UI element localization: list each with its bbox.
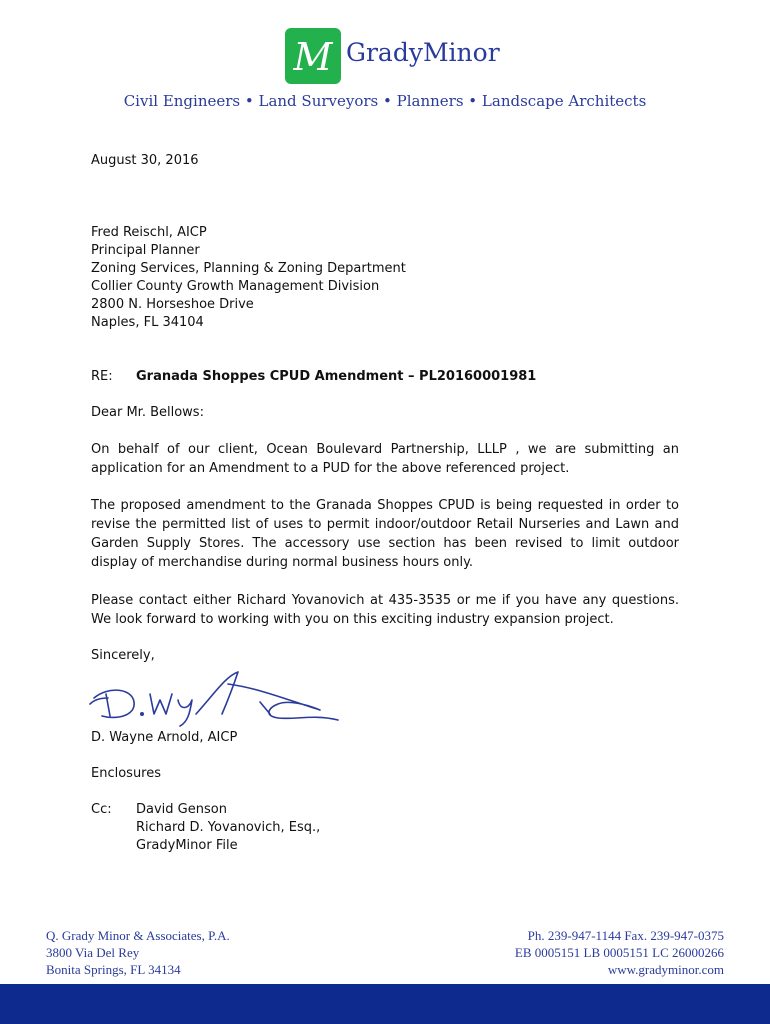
enclosures: Enclosures [91,766,162,781]
re-subject: Granada Shoppes CPUD Amendment – PL20160001981 [136,369,537,384]
recipient-title: Principal Planner [91,243,200,258]
cc-name: Richard D. Yovanovich, Esq., [136,820,321,835]
body-paragraph-2: The proposed amendment to the Granada Shoppes CPUD is being requested in order to revise the permitted list of uses to permit indoor/outdoor Retail Nurseries and Lawn and Garden Supply Stores. The accessory use section has been revised to limit outdoor display of merchandise during normal business hours only. [91,498,679,570]
company-tagline: Civil Engineers • Land Surveyors • Planners • Landscape Architects [123,92,647,110]
recipient-address [91,224,406,332]
footer-city: Bonita Springs, FL 34134 [46,962,181,977]
body-paragraph-3: Please contact either Richard Yovanovich at 435-3535 or me if you have any questions. We look forward to working with you on this exciting industry expansion project. [91,593,679,627]
cc-list [136,801,320,855]
body-paragraph-1: On behalf of our client, Ocean Boulevard Partnership, LLLP , we are submitting an application for an Amendment to a PUD for the above referenced project. [91,442,679,476]
footer-phone-fax: Ph. 239-947-1144 Fax. 239-947-0375 [527,928,724,943]
recipient-city: Naples, FL 34104 [91,315,204,330]
closing: Sincerely, [91,648,155,663]
company-logo [285,28,341,84]
footer-bar [0,984,770,1024]
cc-name: GradyMinor File [136,838,238,853]
footer-company: Q. Grady Minor & Associates, P.A. [46,928,230,943]
footer-website[interactable]: www.gradyminor.com [607,962,724,977]
handwritten-signature [88,664,348,730]
signer-name: D. Wayne Arnold, AICP [91,730,238,745]
cc-name: David Genson [136,802,227,817]
re-label: RE: [91,369,113,384]
footer-street: 3800 Via Del Rey [46,945,140,960]
salutation: Dear Mr. Bellows: [91,405,204,420]
footer-address [46,927,230,978]
footer-contact [515,927,724,978]
logo-m-icon [285,28,341,84]
letter-date: August 30, 2016 [91,153,199,168]
logo-letter: M [293,35,333,79]
recipient-division: Collier County Growth Management Division [91,279,380,294]
recipient-name: Fred Reischl, AICP [91,225,207,240]
company-name: GradyMinor [346,38,500,67]
recipient-street: 2800 N. Horseshoe Drive [91,297,254,312]
recipient-department: Zoning Services, Planning & Zoning Department [91,261,406,276]
cc-label: Cc: [91,802,112,817]
footer-licenses: EB 0005151 LB 0005151 LC 26000266 [514,945,724,960]
